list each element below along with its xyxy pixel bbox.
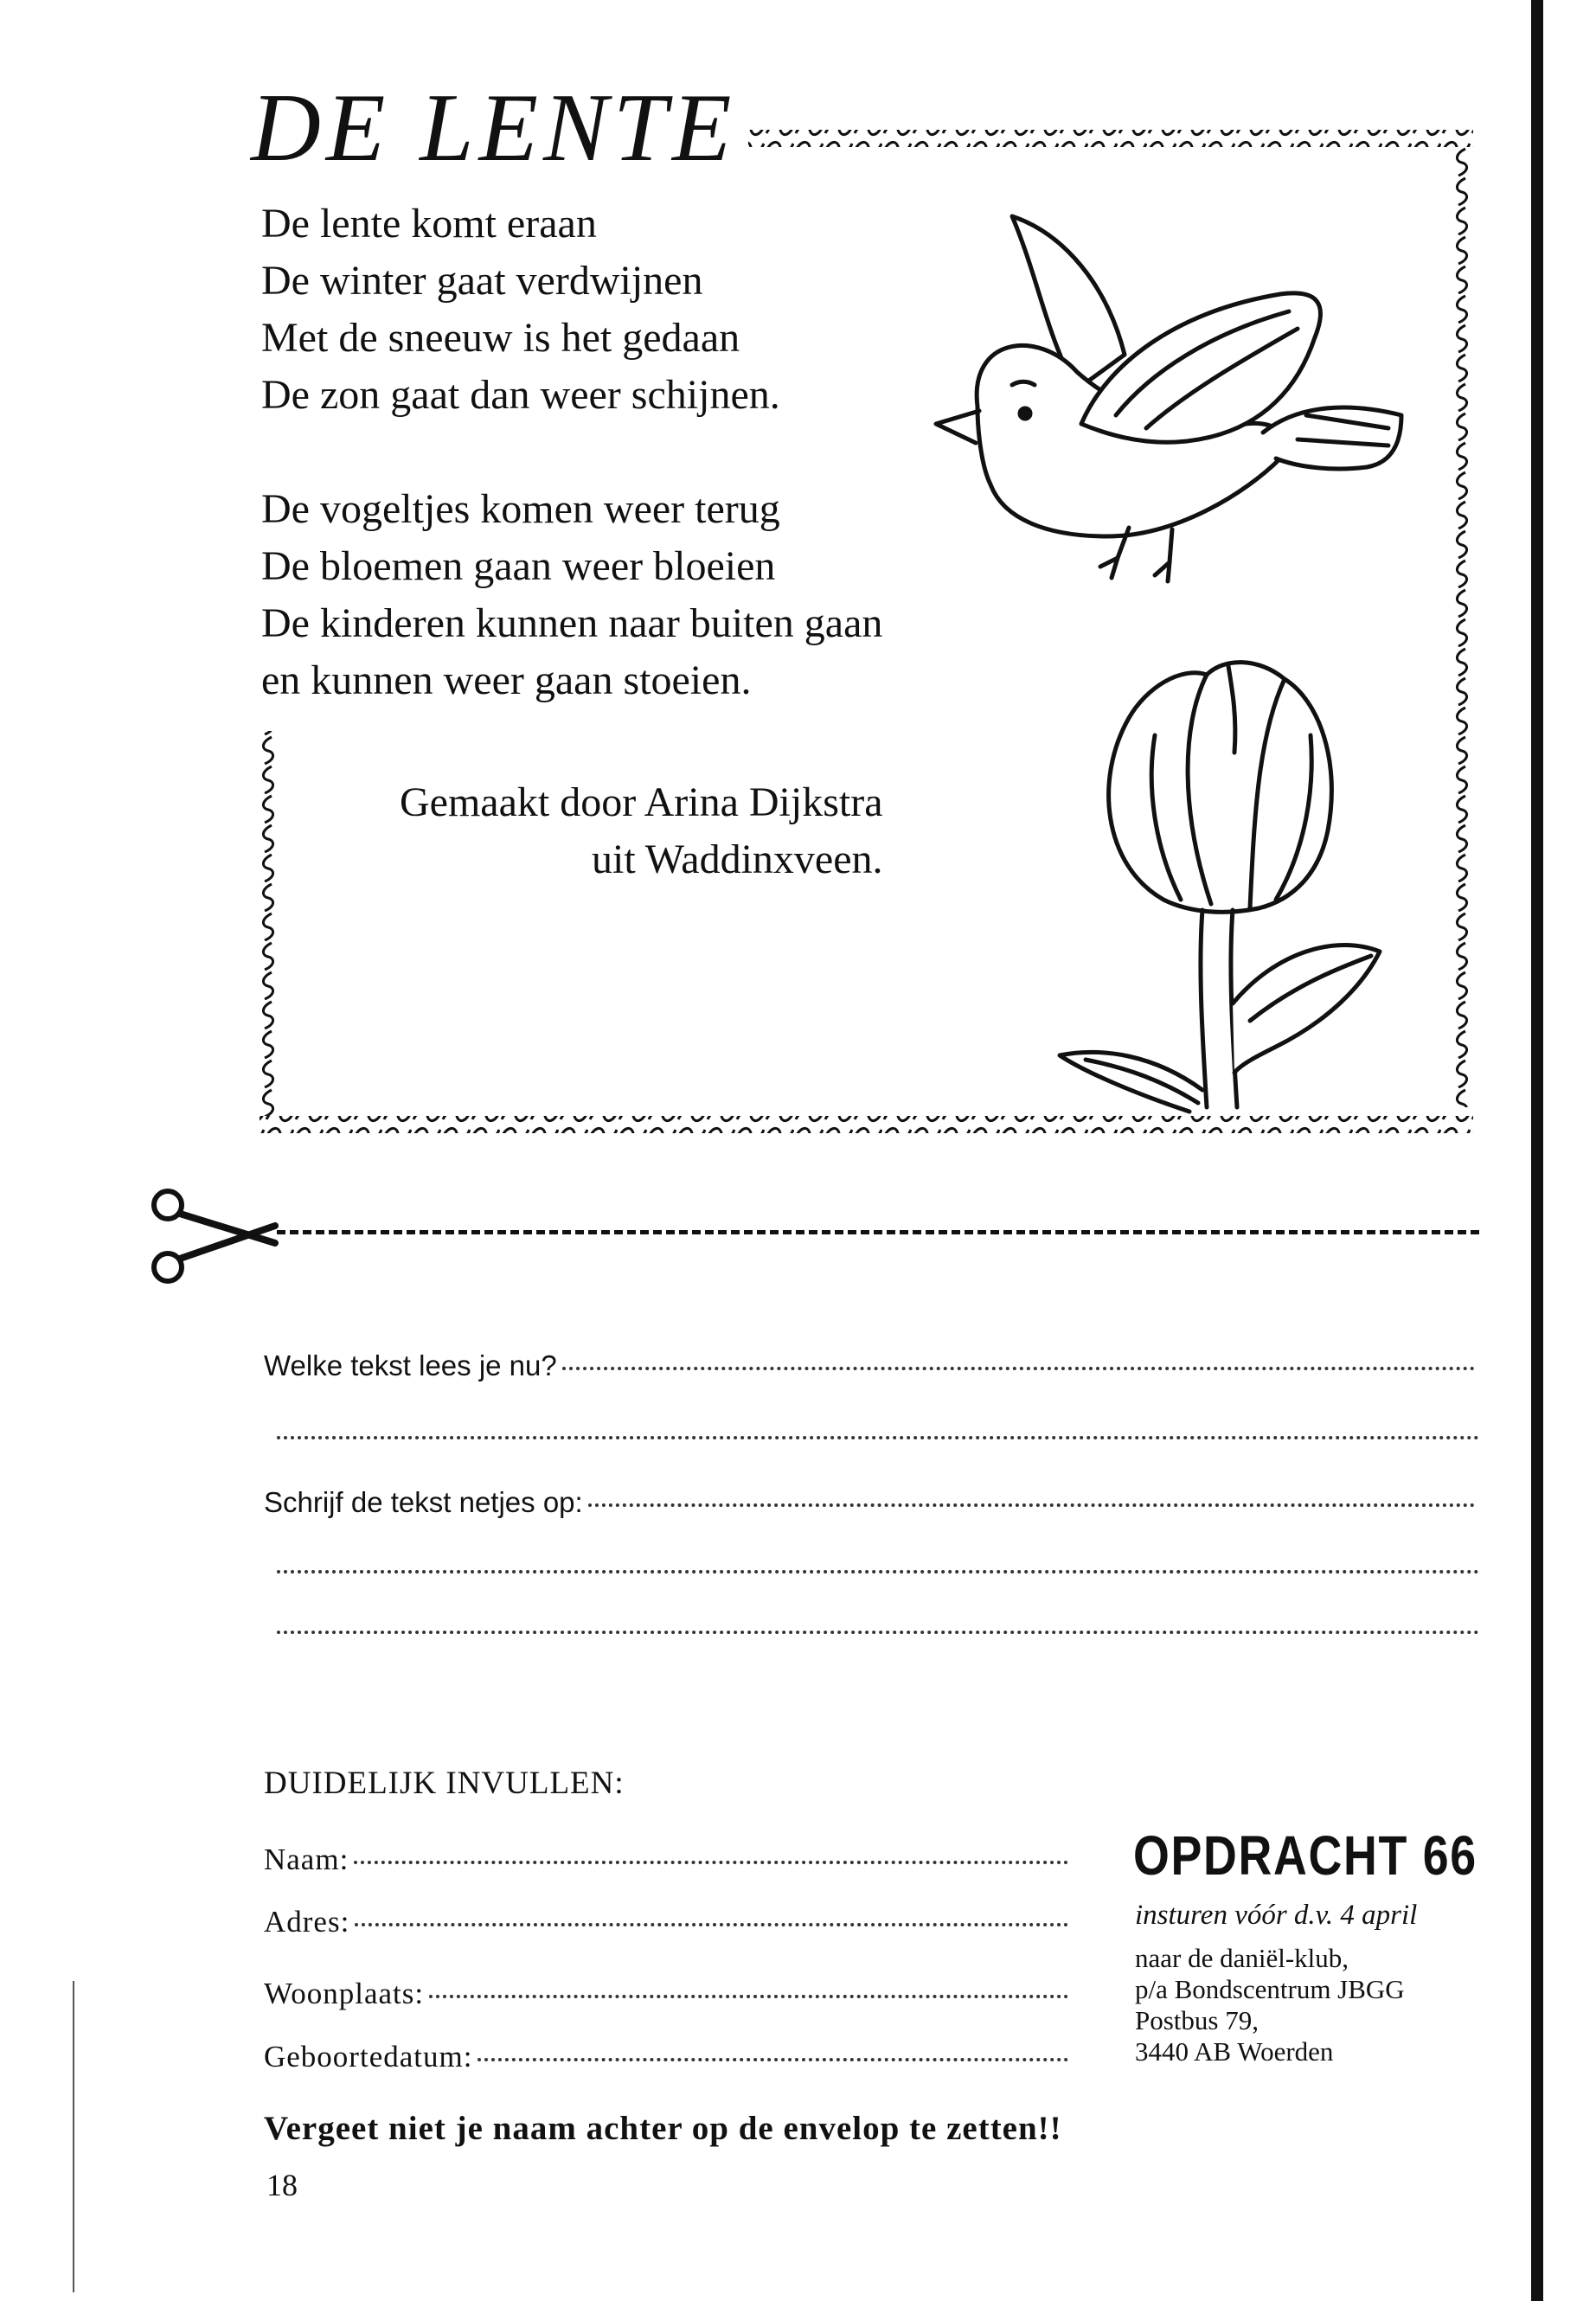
- poem-line: De lente komt eraan: [261, 201, 597, 247]
- poem-line: en kunnen weer gaan stoeien.: [261, 657, 752, 703]
- question-write-text: [264, 1486, 1475, 1519]
- address-answer-line[interactable]: [355, 1922, 1068, 1926]
- city-label: Woonplaats:: [264, 1977, 425, 2010]
- page-title: DE LENTE: [251, 74, 737, 182]
- answer-line[interactable]: [588, 1503, 1475, 1507]
- birthdate-answer-line[interactable]: [478, 2057, 1068, 2061]
- scissors-icon: [145, 1181, 284, 1293]
- poem-line: De zon gaat dan weer schijnen.: [261, 372, 780, 418]
- city-answer-line[interactable]: [429, 1994, 1068, 1998]
- address-line: p/a Bondscentrum JBGG: [1135, 1974, 1405, 2004]
- cut-line: [277, 1230, 1479, 1234]
- poem-line: De bloemen gaan weer bloeien: [261, 543, 776, 589]
- address-line: 3440 AB Woerden: [1135, 2036, 1334, 2067]
- answer-line[interactable]: [277, 1570, 1479, 1574]
- poem-line: Met de sneeuw is het gedaan: [261, 315, 740, 361]
- answer-line[interactable]: [562, 1366, 1475, 1370]
- mailing-address: [1135, 1943, 1405, 2067]
- address-field[interactable]: [264, 1905, 1068, 1939]
- answer-line[interactable]: [277, 1631, 1479, 1634]
- address-label: Adres:: [264, 1905, 350, 1939]
- poem: [261, 195, 882, 766]
- assignment-deadline: insturen vóór d.v. 4 april: [1135, 1900, 1418, 1931]
- city-field[interactable]: [264, 1977, 1068, 2011]
- name-answer-line[interactable]: [354, 1860, 1068, 1864]
- page-number: 18: [266, 2168, 298, 2202]
- byline-place: uit Waddinxveen.: [592, 836, 883, 882]
- name-label: Naam:: [264, 1843, 349, 1876]
- address-line: Postbus 79,: [1135, 2005, 1259, 2035]
- poem-line: De kinderen kunnen naar buiten gaan: [261, 600, 883, 646]
- question-which-text: [264, 1349, 1475, 1382]
- tulip-drawing: [1051, 640, 1449, 1125]
- poem-byline: [400, 774, 883, 888]
- address-line: naar de daniël-klub,: [1135, 1943, 1349, 1973]
- question-label: Welke tekst lees je nu?: [264, 1349, 557, 1381]
- birthdate-field[interactable]: [264, 2040, 1068, 2074]
- bird-drawing: [917, 208, 1436, 623]
- name-field[interactable]: [264, 1843, 1068, 1877]
- poem-stanza-2: [261, 481, 882, 709]
- poem-line: De winter gaat verdwijnen: [261, 258, 703, 304]
- birthdate-label: Geboortedatum:: [264, 2040, 473, 2073]
- answer-line[interactable]: [277, 1436, 1479, 1439]
- poem-stanza-1: [261, 195, 882, 424]
- question-label: Schrijf de tekst netjes op:: [264, 1486, 583, 1518]
- envelope-reminder: Vergeet niet je naam achter op de envelop te zetten!!: [264, 2110, 1062, 2147]
- poem-line: De vogeltjes komen weer terug: [261, 486, 780, 532]
- page-edge-mark: [73, 1981, 74, 2292]
- byline-author: Gemaakt door Arina Dijkstra: [400, 779, 883, 825]
- form-heading: DUIDELIJK INVULLEN:: [264, 1766, 625, 1801]
- assignment-title: OPDRACHT 66: [1133, 1824, 1477, 1887]
